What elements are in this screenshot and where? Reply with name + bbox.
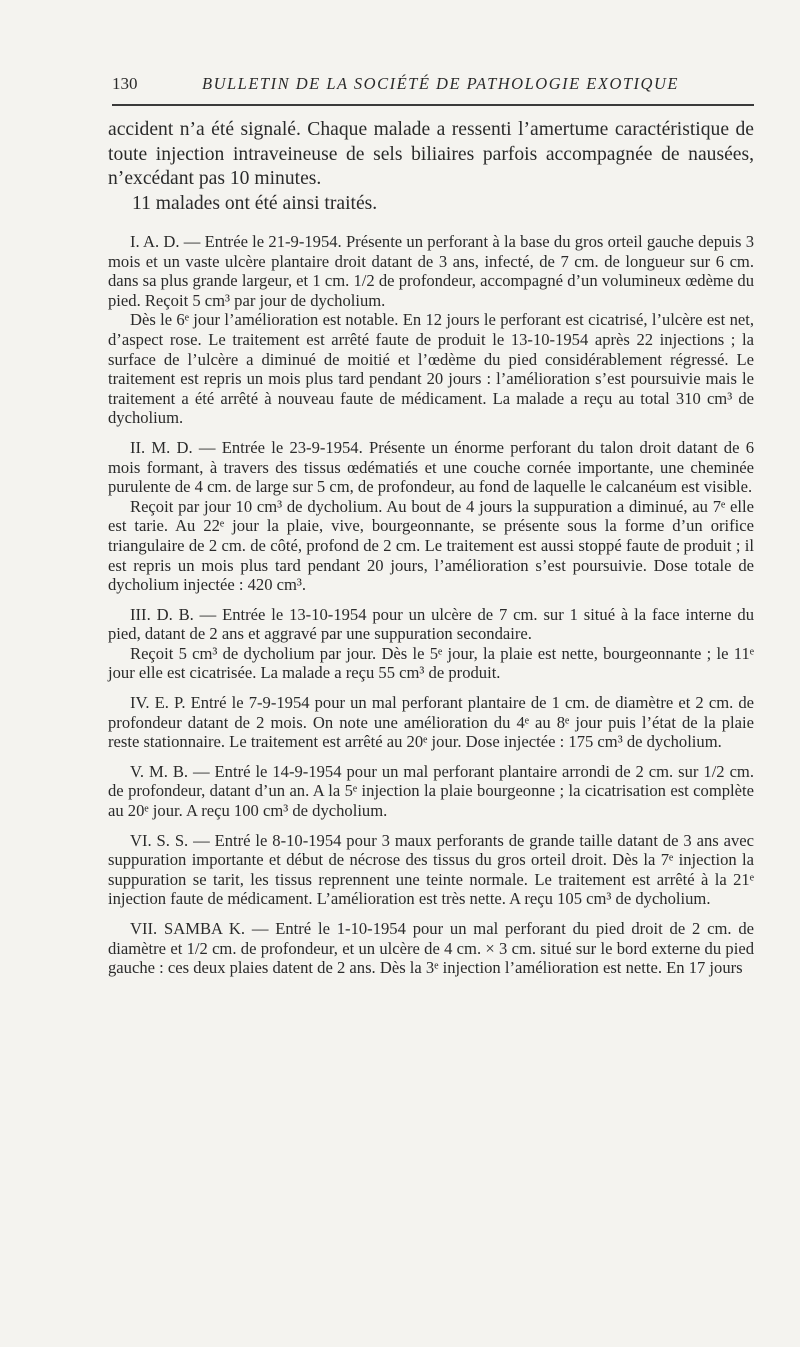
case-paragraph: VI. S. S. — Entré le 8-10-1954 pour 3 maux perforants de grande taille datant de 3 ans avec suppuration importante et début de nécrose des tissus du gros orteil droit. Dès la 7ᵉ injection la suppuration se tarit, les tissus reprennent une teinte normale. Le traitement est arrêté à la 21ᵉ injection faute de médicament. L’amélioration est très nette. A reçu 105 cm³ de dycholium. [108,830,754,909]
case-paragraph: Dès le 6ᵉ jour l’amélioration est notable. En 12 jours le perforant est cicatrisé, l’ulcère est net, d’aspect rose. Le traitement est arrêté faute de produit le 13-10-1954 après 22 injections ; la surface de l’ulcère a diminué de moitié et l’œdème du pied considérablement régressé. Le traitement est repris un mois plus tard pendant 20 jours : l’amélioration s’est poursuivie mais le traitement a été arrêté à nouveau faute de médicament. La malade a reçu au total 310 cm³ de dycholium. [108,310,754,428]
page-number: 130 [112,74,138,93]
case-paragraph: I. A. D. — Entrée le 21-9-1954. Présente un perforant à la base du gros orteil gauche depuis 3 mois et un vaste ulcère plantaire droit datant de 3 ans, infecté, de 7 cm. de longueur sur 6 cm. dans sa plus grande largeur, et 1 cm. 1/2 de profondeur, accompagné d’un volumineux œdème du pied. Reçoit 5 cm³ par jour de dycholium. [108,232,754,310]
case-paragraph: IV. E. P. Entré le 7-9-1954 pour un mal perforant plantaire de 1 cm. de diamètre et 2 cm. de profondeur datant de 2 mois. On note une amélioration du 4ᵉ au 8ᵉ jour puis l’état de la plaie reste stationnaire. Le traitement est arrêté au 20ᵉ jour. Dose injectée : 175 cm³ de dycholium. [108,693,754,752]
header-rule [112,104,754,106]
case-paragraph: III. D. B. — Entrée le 13-10-1954 pour un ulcère de 7 cm. sur 1 situé à la face interne du pied, datant de 2 ans et aggravé par une suppuration secondaire. [108,604,754,644]
case-V [108,762,754,821]
intro-section [108,118,754,216]
intro-paragraph: 11 malades ont été ainsi traités. [132,192,378,214]
case-VII [108,919,754,978]
case-paragraph: VII. SAMBA K. — Entré le 1-10-1954 pour un mal perforant du pied droit de 2 cm. de diamètre et 1/2 cm. de profondeur, et un ulcère de 4 cm. × 3 cm. situé sur le bord externe du pied gauche : ces deux plaies datent de 2 ans. Dès la 3ᵉ injection l’amélioration est nette. En 17 jours [108,919,754,978]
case-paragraph: V. M. B. — Entré le 14-9-1954 pour un mal perforant plantaire arrondi de 2 cm. sur 1/2 cm. de profondeur, datant d’un an. A la 5ᵉ injection la plaie bourgeonne ; la cicatrisation est complète au 20ᵉ jour. A reçu 100 cm³ de dycholium. [108,761,754,821]
page-header [112,74,752,96]
case-paragraph: Reçoit 5 cm³ de dycholium par jour. Dès le 5ᵉ jour, la plaie est nette, bourgeonnante ; le 11ᵉ jour elle est cicatrisée. La malade a reçu 55 cm³ de produit. [108,643,754,683]
case-VI [108,831,754,909]
case-I [108,232,754,428]
case-III [108,605,754,683]
intro-paragraph: accident n’a été signalé. Chaque malade a ressenti l’amertume caractéristique de toute injection intraveineuse de sels biliaires parfois accompagnée de nausées, n’excédant pas 10 minutes. [108,119,754,189]
running-title: BULLETIN DE LA SOCIÉTÉ DE PATHOLOGIE EXOTIQUE [202,74,679,93]
case-IV [108,693,754,752]
case-paragraph: Reçoit par jour 10 cm³ de dycholium. Au bout de 4 jours la suppuration a diminué, au 7ᵉ elle est tarie. Au 22ᵉ jour la plaie, vive, bourgeonnante, se présente sous la forme d’un orifice triangulaire de 2 cm. de côté, profond de 2 cm. Le traitement est aussi stoppé faute de produit ; il est repris un mois plus tard pendant 20 jours, l’amélioration s’est poursuivie. Dose totale de dycholium injectée : 420 cm³. [108,496,754,595]
case-II [108,438,754,595]
body-text [108,118,754,988]
case-paragraph: II. M. D. — Entrée le 23-9-1954. Présente un énorme perforant du talon droit datant de 6 mois formant, à travers des tissus œdématiés et une couche cornée importante, une cheminée purulente de 4 cm. de large sur 5 cm, de profondeur, au fond de laquelle le calcanéum est visible. [108,437,754,497]
